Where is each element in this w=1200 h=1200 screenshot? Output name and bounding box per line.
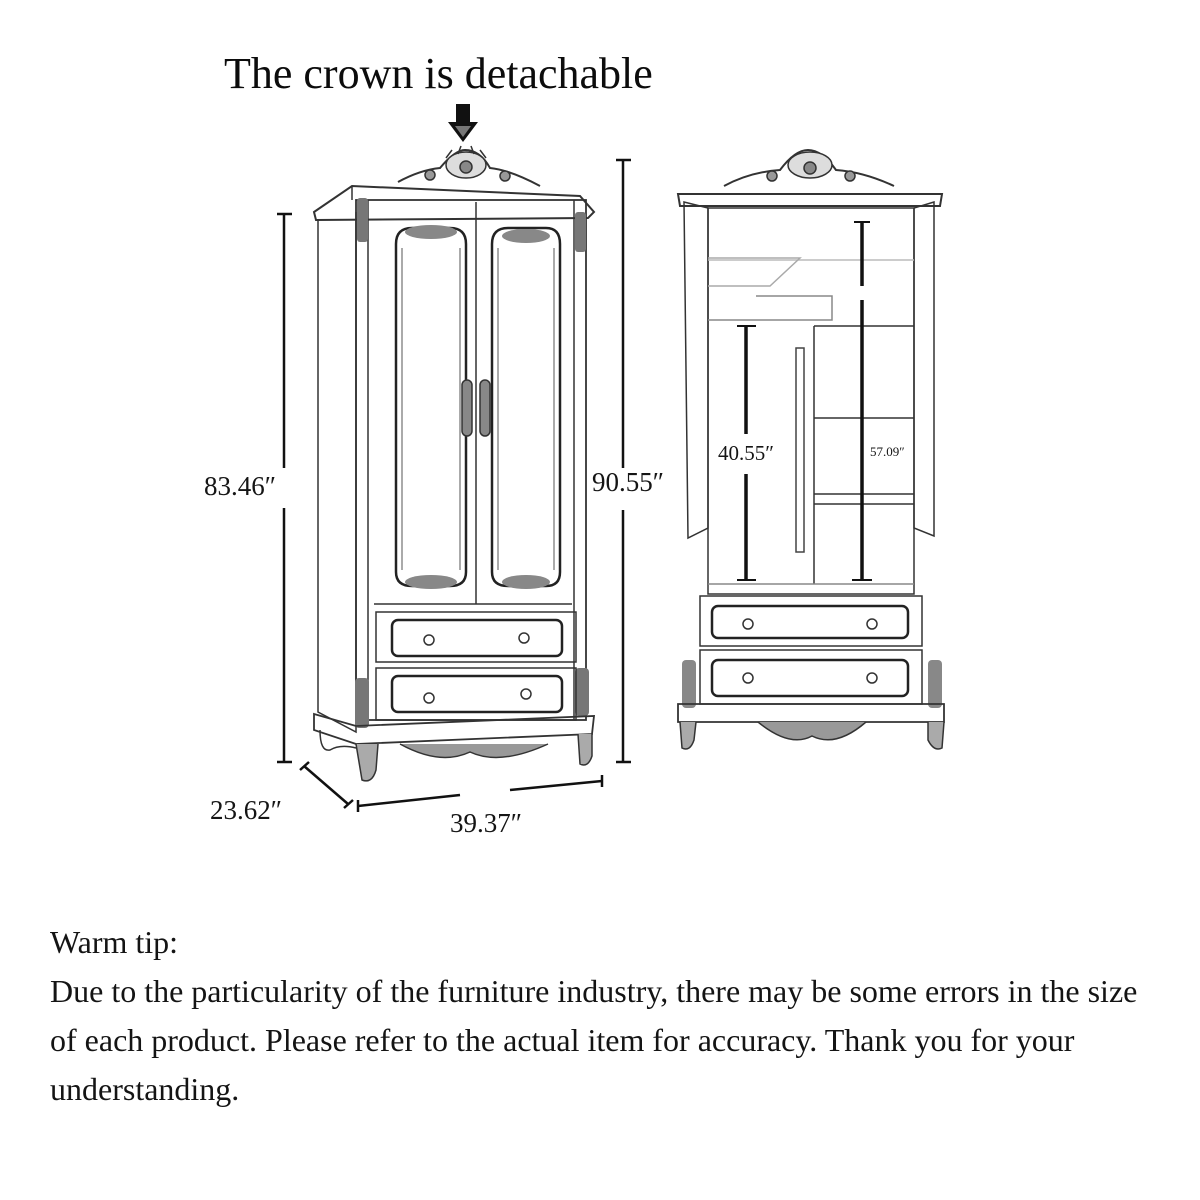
hanging-height-40-55-label: 40.55″ — [718, 441, 774, 465]
depth-23-62-label: 23.62″ — [210, 795, 282, 825]
shelf-height-57-09-label: 57.09″ — [870, 444, 905, 459]
height-90-55-label: 90.55″ — [592, 467, 664, 497]
warm-tip-section — [50, 918, 1170, 1114]
crown-detachable-title: The crown is detachable — [224, 49, 653, 98]
width-39-37-label: 39.37″ — [450, 808, 522, 838]
down-arrow-icon — [448, 104, 478, 142]
warm-tip-heading: Warm tip: — [50, 924, 179, 960]
crown-ornament — [398, 146, 540, 186]
warm-tip-body: Due to the particularity of the furniture industry, there may be some errors in the size of each product. Please refer to the actual item for accuracy. Thank you for your understanding. — [50, 973, 1138, 1107]
crown-ornament-open — [724, 150, 894, 186]
height-83-46-label: 83.46″ — [204, 471, 276, 501]
closed-wardrobe-sketch — [314, 146, 594, 781]
